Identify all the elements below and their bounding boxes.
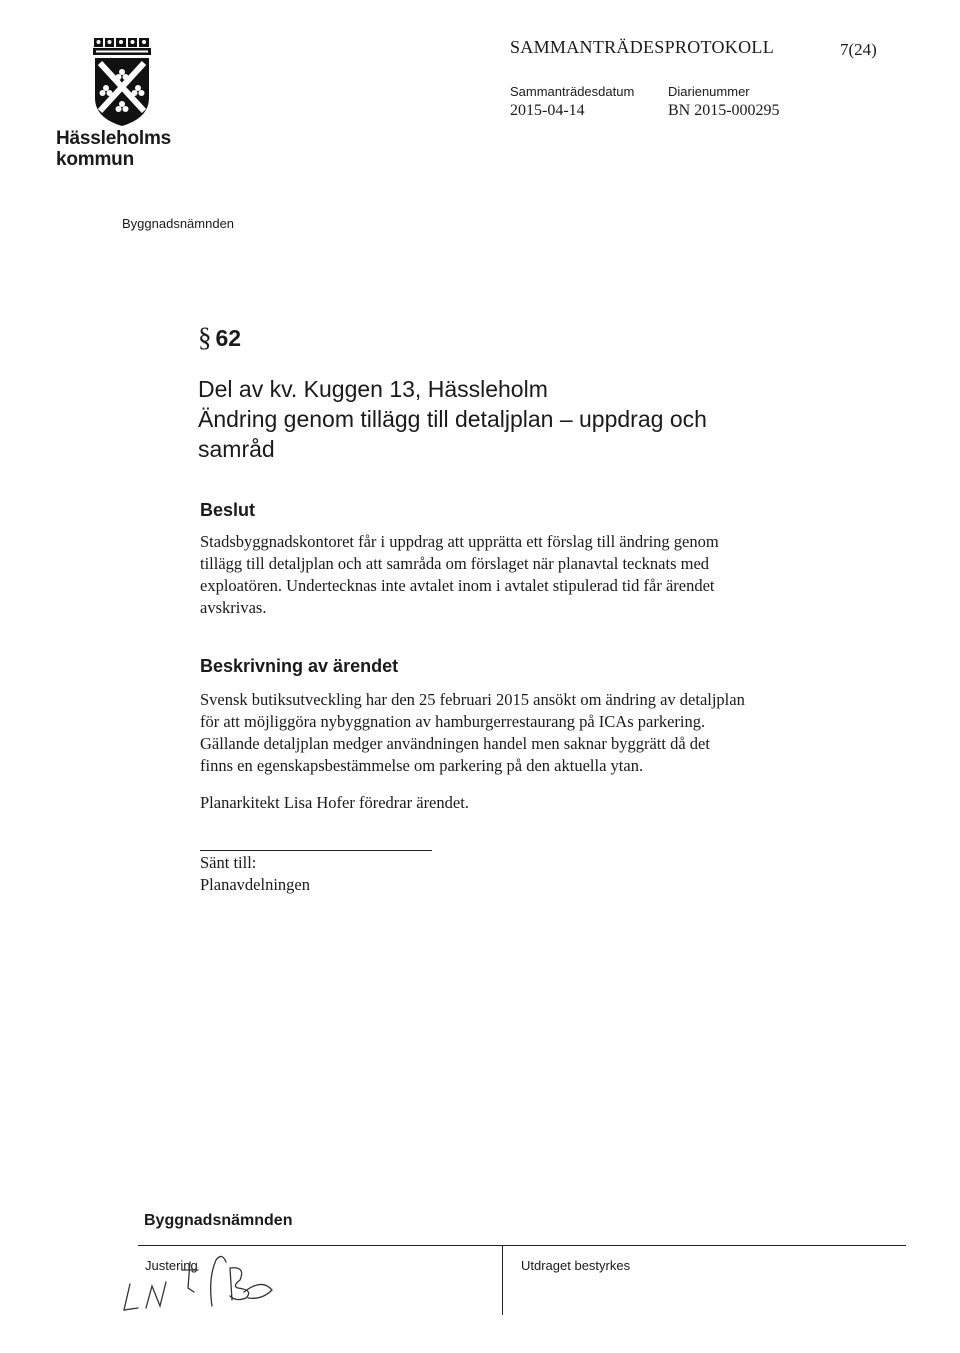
footer-committee-name: Byggnadsnämnden <box>144 1212 293 1229</box>
decision-line: Stadsbyggnadskontoret får i uppdrag att upprätta ett förslag till ändring genom <box>200 532 719 551</box>
title-line: Ändring genom tillägg till detaljplan – uppdrag och <box>198 406 707 432</box>
municipality-name-line1: Hässleholms <box>56 128 172 149</box>
decision-line: exploatören. Undertecknas inte avtalet inom i avtalet stipulerad tid får ärendet <box>200 576 715 595</box>
section-number <box>198 322 241 353</box>
decision-line: tillägg till detaljplan och att samråda om förslaget när planavtal tecknats med <box>200 554 710 573</box>
sent-to-recipient: Planavdelningen <box>200 875 310 894</box>
footer-divider <box>138 1245 906 1246</box>
title-line: samråd <box>198 436 275 462</box>
section-number-value: 62 <box>215 325 242 351</box>
handwritten-initials-signature <box>112 1248 302 1322</box>
municipal-coat-of-arms-icon <box>92 36 152 128</box>
diary-number-label: Diarienummer <box>668 84 750 99</box>
presenter-text <box>200 792 810 814</box>
adjustment-label: Justering <box>145 1258 198 1273</box>
footer-column-divider <box>502 1245 503 1315</box>
presenter-line: Planarkitekt Lisa Hofer föredrar ärendet. <box>200 793 469 812</box>
description-line: Svensk butiksutveckling har den 25 februari 2015 ansökt om ändring av detaljplan <box>200 690 745 709</box>
divider <box>200 850 432 851</box>
page-number: 7(24) <box>840 40 877 59</box>
municipality-name-line2: kommun <box>56 149 134 170</box>
certified-label: Utdraget bestyrkes <box>521 1258 631 1273</box>
committee-name: Byggnadsnämnden <box>122 216 235 231</box>
description-line: för att möjliggöra nybyggnation av hamburgerrestaurang på ICAs parkering. <box>200 712 706 731</box>
description-heading: Beskrivning av ärendet <box>200 656 399 676</box>
diary-number: BN 2015-000295 <box>668 102 780 119</box>
decision-text <box>200 531 810 619</box>
description-line: finns en egenskapsbestämmelse om parkering på den aktuella ytan. <box>200 756 644 775</box>
description-text <box>200 689 810 777</box>
sent-to-block <box>200 852 810 896</box>
section-symbol: § <box>198 322 212 352</box>
document-title: SAMMANTRÄDESPROTOKOLL <box>510 37 774 57</box>
decision-heading: Beslut <box>200 500 256 520</box>
description-line: Gällande detaljplan medger användningen handel men saknar byggrätt då det <box>200 734 710 753</box>
sent-to-label: Sänt till: <box>200 853 257 872</box>
decision-line: avskrivas. <box>200 598 267 617</box>
meeting-date: 2015-04-14 <box>510 102 585 119</box>
page-title <box>198 374 838 464</box>
municipality-name <box>56 128 216 170</box>
title-line: Del av kv. Kuggen 13, Hässleholm <box>198 376 548 402</box>
meeting-date-label: Sammanträdesdatum <box>510 84 635 99</box>
